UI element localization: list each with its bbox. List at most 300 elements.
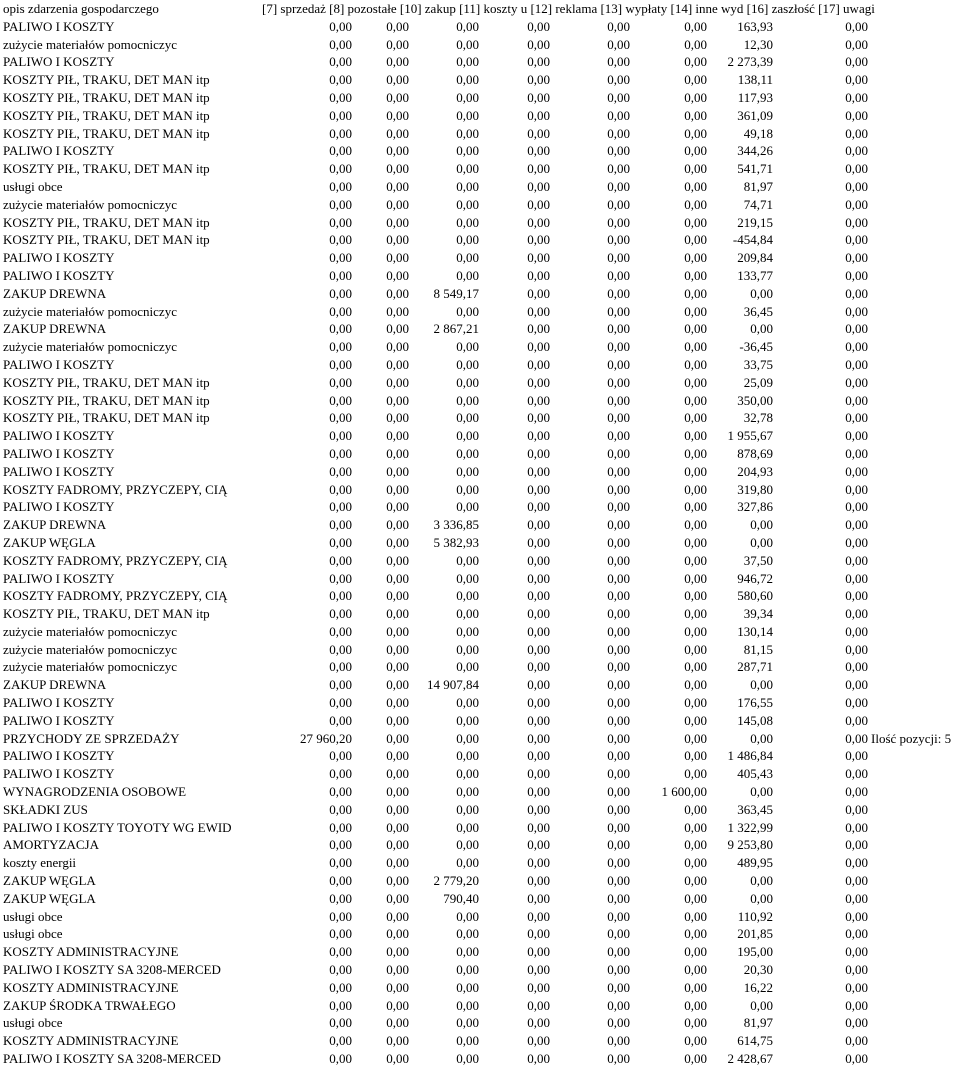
- cell-description: KOSZTY PIŁ, TRAKU, DET MAN itp: [3, 72, 210, 88]
- cell-wyplaty: 0,00: [684, 178, 707, 194]
- cell-reklama: 0,00: [607, 570, 630, 586]
- cell-sprzedaz: 0,00: [329, 819, 352, 835]
- cell-pozostale: 0,00: [386, 623, 409, 639]
- cell-reklama: 0,00: [607, 356, 630, 372]
- cell-sprzedaz: 0,00: [329, 36, 352, 52]
- cell-zaszlosc: 0,00: [845, 748, 868, 764]
- cell-koszty-u: 0,00: [527, 997, 550, 1013]
- cell-pozostale: 0,00: [386, 730, 409, 746]
- cell-koszty-u: 0,00: [527, 766, 550, 782]
- cell-koszty-u: 0,00: [527, 801, 550, 817]
- cell-wyplaty: 0,00: [684, 54, 707, 70]
- cell-sprzedaz: 0,00: [329, 570, 352, 586]
- cell-koszty-u: 0,00: [527, 445, 550, 461]
- cell-pozostale: 0,00: [386, 748, 409, 764]
- cell-inne-wyd: 33,75: [743, 356, 773, 372]
- cell-pozostale: 0,00: [386, 232, 409, 248]
- table-row: [0, 552, 960, 570]
- cell-reklama: 0,00: [607, 392, 630, 408]
- table-row: [0, 303, 960, 321]
- cell-zaszlosc: 0,00: [845, 623, 868, 639]
- cell-zaszlosc: 0,00: [845, 588, 868, 604]
- cell-pozostale: 0,00: [386, 18, 409, 34]
- cell-zaszlosc: 0,00: [845, 445, 868, 461]
- cell-description: PALIWO I KOSZTY: [3, 428, 115, 444]
- cell-inne-wyd: 363,45: [737, 801, 773, 817]
- cell-sprzedaz: 0,00: [329, 481, 352, 497]
- cell-pozostale: 0,00: [386, 890, 409, 906]
- table-row: [0, 18, 960, 36]
- cell-koszty-u: 0,00: [527, 89, 550, 105]
- cell-zaszlosc: 0,00: [845, 499, 868, 515]
- cell-description: KOSZTY PIŁ, TRAKU, DET MAN itp: [3, 89, 210, 105]
- table-row: [0, 890, 960, 908]
- cell-inne-wyd: 37,50: [743, 552, 773, 568]
- cell-koszty-u: 0,00: [527, 819, 550, 835]
- cell-sprzedaz: 0,00: [329, 659, 352, 675]
- cell-zakup: 0,00: [456, 570, 479, 586]
- cell-description: KOSZTY PIŁ, TRAKU, DET MAN itp: [3, 410, 210, 426]
- cell-pozostale: 0,00: [386, 303, 409, 319]
- cell-zakup: 0,00: [456, 695, 479, 711]
- cell-description: zużycie materiałów pomocniczyc: [3, 339, 177, 355]
- cell-koszty-u: 0,00: [527, 944, 550, 960]
- cell-koszty-u: 0,00: [527, 285, 550, 301]
- cell-koszty-u: 0,00: [527, 303, 550, 319]
- cell-sprzedaz: 0,00: [329, 1033, 352, 1049]
- cell-sprzedaz: 0,00: [329, 766, 352, 782]
- cell-reklama: 0,00: [607, 1033, 630, 1049]
- cell-sprzedaz: 0,00: [329, 392, 352, 408]
- cell-zakup: 0,00: [456, 463, 479, 479]
- cell-koszty-u: 0,00: [527, 196, 550, 212]
- cell-sprzedaz: 0,00: [329, 445, 352, 461]
- cell-zakup: 0,00: [456, 196, 479, 212]
- cell-koszty-u: 0,00: [527, 232, 550, 248]
- cell-inne-wyd: 0,00: [750, 730, 773, 746]
- cell-wyplaty: 0,00: [684, 926, 707, 942]
- cell-sprzedaz: 0,00: [329, 54, 352, 70]
- cell-inne-wyd: 580,60: [737, 588, 773, 604]
- cell-inne-wyd: 614,75: [737, 1033, 773, 1049]
- cell-zaszlosc: 0,00: [845, 712, 868, 728]
- cell-pozostale: 0,00: [386, 837, 409, 853]
- table-row: [0, 231, 960, 249]
- cell-sprzedaz: 0,00: [329, 837, 352, 853]
- cell-koszty-u: 0,00: [527, 463, 550, 479]
- cell-koszty-u: 0,00: [527, 339, 550, 355]
- cell-pozostale: 0,00: [386, 214, 409, 230]
- cell-description: ZAKUP DREWNA: [3, 517, 107, 533]
- cell-zakup: 0,00: [456, 766, 479, 782]
- cell-zaszlosc: 0,00: [845, 819, 868, 835]
- cell-description: zużycie materiałów pomocniczyc: [3, 196, 177, 212]
- cell-zakup: 0,00: [456, 659, 479, 675]
- cell-wyplaty: 0,00: [684, 712, 707, 728]
- cell-description: zużycie materiałów pomocniczyc: [3, 641, 177, 657]
- table-row: [0, 783, 960, 801]
- cell-zakup: 0,00: [456, 481, 479, 497]
- cell-pozostale: 0,00: [386, 196, 409, 212]
- cell-sprzedaz: 0,00: [329, 143, 352, 159]
- cell-zaszlosc: 0,00: [845, 161, 868, 177]
- cell-description: KOSZTY PIŁ, TRAKU, DET MAN itp: [3, 125, 210, 141]
- cell-sprzedaz: 0,00: [329, 588, 352, 604]
- cell-pozostale: 0,00: [386, 107, 409, 123]
- cell-description: usługi obce: [3, 908, 63, 924]
- cell-inne-wyd: 163,93: [737, 18, 773, 34]
- cell-zaszlosc: 0,00: [845, 392, 868, 408]
- cell-koszty-u: 0,00: [527, 374, 550, 390]
- cell-inne-wyd: 49,18: [743, 125, 773, 141]
- cell-zaszlosc: 0,00: [845, 801, 868, 817]
- cell-pozostale: 0,00: [386, 1033, 409, 1049]
- table-row: [0, 409, 960, 427]
- cell-wyplaty: 0,00: [684, 1051, 707, 1067]
- cell-sprzedaz: 0,00: [329, 339, 352, 355]
- cell-wyplaty: 0,00: [684, 499, 707, 515]
- cell-pozostale: 0,00: [386, 855, 409, 871]
- cell-description: PALIWO I KOSZTY TOYOTY WG EWID: [3, 819, 232, 835]
- cell-inne-wyd: 209,84: [737, 250, 773, 266]
- cell-wyplaty: 0,00: [684, 392, 707, 408]
- cell-reklama: 0,00: [607, 125, 630, 141]
- cell-reklama: 0,00: [607, 161, 630, 177]
- cell-reklama: 0,00: [607, 695, 630, 711]
- cell-wyplaty: 0,00: [684, 819, 707, 835]
- cell-reklama: 0,00: [607, 267, 630, 283]
- cell-reklama: 0,00: [607, 72, 630, 88]
- cell-inne-wyd: 0,00: [750, 285, 773, 301]
- cell-description: ZAKUP DREWNA: [3, 677, 107, 693]
- cell-sprzedaz: 0,00: [329, 517, 352, 533]
- cell-koszty-u: 0,00: [527, 321, 550, 337]
- cell-inne-wyd: 39,34: [743, 606, 773, 622]
- cell-sprzedaz: 0,00: [329, 979, 352, 995]
- cell-inne-wyd: 12,30: [743, 36, 773, 52]
- cell-zakup: 0,00: [456, 250, 479, 266]
- cell-reklama: 0,00: [607, 748, 630, 764]
- cell-sprzedaz: 0,00: [329, 374, 352, 390]
- cell-description: KOSZTY FADROMY, PRZYCZEPY, CIĄ: [3, 588, 228, 604]
- table-body: [0, 18, 960, 1068]
- cell-wyplaty: 0,00: [684, 232, 707, 248]
- cell-pozostale: 0,00: [386, 784, 409, 800]
- table-row: [0, 908, 960, 926]
- cell-sprzedaz: 0,00: [329, 962, 352, 978]
- cell-zaszlosc: 0,00: [845, 178, 868, 194]
- cell-sprzedaz: 0,00: [329, 214, 352, 230]
- cell-zakup: 0,00: [456, 606, 479, 622]
- cell-koszty-u: 0,00: [527, 890, 550, 906]
- cell-description: PALIWO I KOSZTY: [3, 267, 115, 283]
- cell-zakup: 0,00: [456, 267, 479, 283]
- cell-koszty-u: 0,00: [527, 410, 550, 426]
- cell-koszty-u: 0,00: [527, 534, 550, 550]
- cell-inne-wyd: 0,00: [750, 677, 773, 693]
- table-row: [0, 392, 960, 410]
- cell-zaszlosc: 0,00: [845, 143, 868, 159]
- cell-reklama: 0,00: [607, 445, 630, 461]
- table-row: [0, 819, 960, 837]
- cell-zaszlosc: 0,00: [845, 1033, 868, 1049]
- cell-zaszlosc: 0,00: [845, 962, 868, 978]
- cell-zakup: 0,00: [456, 1015, 479, 1031]
- cell-wyplaty: 0,00: [684, 214, 707, 230]
- cell-zaszlosc: 0,00: [845, 784, 868, 800]
- cell-inne-wyd: 20,30: [743, 962, 773, 978]
- table-row: [0, 142, 960, 160]
- cell-reklama: 0,00: [607, 250, 630, 266]
- cell-wyplaty: 0,00: [684, 855, 707, 871]
- cell-reklama: 0,00: [607, 499, 630, 515]
- cell-zaszlosc: 0,00: [845, 303, 868, 319]
- cell-description: ZAKUP DREWNA: [3, 285, 107, 301]
- cell-koszty-u: 0,00: [527, 659, 550, 675]
- cell-koszty-u: 0,00: [527, 125, 550, 141]
- cell-zaszlosc: 0,00: [845, 890, 868, 906]
- table-row: [0, 214, 960, 232]
- cell-reklama: 0,00: [607, 962, 630, 978]
- cell-reklama: 0,00: [607, 801, 630, 817]
- cell-sprzedaz: 0,00: [329, 250, 352, 266]
- cell-koszty-u: 0,00: [527, 606, 550, 622]
- cell-reklama: 0,00: [607, 890, 630, 906]
- table-row: [0, 285, 960, 303]
- cell-wyplaty: 0,00: [684, 997, 707, 1013]
- table-row: [0, 160, 960, 178]
- cell-uwagi: Ilość pozycji: 5: [871, 730, 952, 746]
- cell-description: usługi obce: [3, 178, 63, 194]
- cell-reklama: 0,00: [607, 552, 630, 568]
- cell-wyplaty: 1 600,00: [661, 784, 707, 800]
- cell-reklama: 0,00: [607, 908, 630, 924]
- cell-zakup: 0,00: [456, 374, 479, 390]
- table-row: [0, 925, 960, 943]
- cell-wyplaty: 0,00: [684, 962, 707, 978]
- table-row: [0, 730, 960, 748]
- cell-zakup: 0,00: [456, 552, 479, 568]
- cell-reklama: 0,00: [607, 339, 630, 355]
- cell-sprzedaz: 0,00: [329, 161, 352, 177]
- cell-zakup: 0,00: [456, 837, 479, 853]
- cell-zakup: 0,00: [456, 730, 479, 746]
- cell-wyplaty: 0,00: [684, 606, 707, 622]
- cell-zaszlosc: 0,00: [845, 997, 868, 1013]
- cell-description: PALIWO I KOSZTY: [3, 748, 115, 764]
- cell-description: KOSZTY PIŁ, TRAKU, DET MAN itp: [3, 392, 210, 408]
- cell-wyplaty: 0,00: [684, 677, 707, 693]
- cell-inne-wyd: 74,71: [743, 196, 773, 212]
- cell-inne-wyd: -36,45: [739, 339, 773, 355]
- cell-sprzedaz: 0,00: [329, 356, 352, 372]
- cell-description: zużycie materiałów pomocniczyc: [3, 659, 177, 675]
- cell-description: KOSZTY FADROMY, PRZYCZEPY, CIĄ: [3, 552, 228, 568]
- cell-koszty-u: 0,00: [527, 962, 550, 978]
- cell-sprzedaz: 27 960,20: [300, 730, 352, 746]
- cell-description: PALIWO I KOSZTY: [3, 499, 115, 515]
- cell-description: usługi obce: [3, 1015, 63, 1031]
- cell-description: PALIWO I KOSZTY SA 3208-MERCED: [3, 1051, 221, 1067]
- cell-wyplaty: 0,00: [684, 873, 707, 889]
- cell-zaszlosc: 0,00: [845, 1051, 868, 1067]
- table-row: [0, 836, 960, 854]
- table-row: [0, 36, 960, 54]
- cell-zaszlosc: 0,00: [845, 481, 868, 497]
- cell-zaszlosc: 0,00: [845, 641, 868, 657]
- header-row: [0, 0, 960, 18]
- cell-reklama: 0,00: [607, 54, 630, 70]
- cell-wyplaty: 0,00: [684, 588, 707, 604]
- cell-reklama: 0,00: [607, 534, 630, 550]
- cell-koszty-u: 0,00: [527, 855, 550, 871]
- cell-wyplaty: 0,00: [684, 356, 707, 372]
- cell-pozostale: 0,00: [386, 499, 409, 515]
- cell-zakup: 0,00: [456, 712, 479, 728]
- cell-zaszlosc: 0,00: [845, 463, 868, 479]
- cell-wyplaty: 0,00: [684, 321, 707, 337]
- cell-reklama: 0,00: [607, 374, 630, 390]
- cell-sprzedaz: 0,00: [329, 855, 352, 871]
- cell-koszty-u: 0,00: [527, 588, 550, 604]
- cell-pozostale: 0,00: [386, 267, 409, 283]
- cell-koszty-u: 0,00: [527, 250, 550, 266]
- cell-zaszlosc: 0,00: [845, 356, 868, 372]
- cell-reklama: 0,00: [607, 178, 630, 194]
- cell-zakup: 0,00: [456, 392, 479, 408]
- cell-pozostale: 0,00: [386, 285, 409, 301]
- cell-reklama: 0,00: [607, 730, 630, 746]
- cell-sprzedaz: 0,00: [329, 926, 352, 942]
- cell-zaszlosc: 0,00: [845, 659, 868, 675]
- cell-zaszlosc: 0,00: [845, 534, 868, 550]
- cell-sprzedaz: 0,00: [329, 623, 352, 639]
- cell-pozostale: 0,00: [386, 962, 409, 978]
- cell-sprzedaz: 0,00: [329, 18, 352, 34]
- cell-koszty-u: 0,00: [527, 979, 550, 995]
- cell-pozostale: 0,00: [386, 392, 409, 408]
- table-row: [0, 1050, 960, 1068]
- table-row: [0, 605, 960, 623]
- cell-description: PALIWO I KOSZTY SA 3208-MERCED: [3, 962, 221, 978]
- cell-inne-wyd: 176,55: [737, 695, 773, 711]
- cell-wyplaty: 0,00: [684, 766, 707, 782]
- cell-zakup: 0,00: [456, 801, 479, 817]
- cell-inne-wyd: -454,84: [732, 232, 773, 248]
- cell-zakup: 0,00: [456, 72, 479, 88]
- cell-wyplaty: 0,00: [684, 890, 707, 906]
- table-row: [0, 125, 960, 143]
- cell-inne-wyd: 81,15: [743, 641, 773, 657]
- cell-pozostale: 0,00: [386, 36, 409, 52]
- cell-pozostale: 0,00: [386, 339, 409, 355]
- cell-zaszlosc: 0,00: [845, 339, 868, 355]
- cell-description: zużycie materiałów pomocniczyc: [3, 623, 177, 639]
- cell-inne-wyd: 0,00: [750, 534, 773, 550]
- cell-inne-wyd: 0,00: [750, 890, 773, 906]
- cell-pozostale: 0,00: [386, 926, 409, 942]
- cell-sprzedaz: 0,00: [329, 873, 352, 889]
- cell-wyplaty: 0,00: [684, 1033, 707, 1049]
- cell-wyplaty: 0,00: [684, 161, 707, 177]
- cell-pozostale: 0,00: [386, 801, 409, 817]
- table-row: [0, 516, 960, 534]
- cell-description: ZAKUP DREWNA: [3, 321, 107, 337]
- cell-koszty-u: 0,00: [527, 499, 550, 515]
- table-row: [0, 107, 960, 125]
- cell-pozostale: 0,00: [386, 659, 409, 675]
- cell-description: PALIWO I KOSZTY: [3, 766, 115, 782]
- cell-koszty-u: 0,00: [527, 481, 550, 497]
- cell-pozostale: 0,00: [386, 641, 409, 657]
- cell-reklama: 0,00: [607, 89, 630, 105]
- cell-zaszlosc: 0,00: [845, 837, 868, 853]
- cell-koszty-u: 0,00: [527, 178, 550, 194]
- table-row: [0, 267, 960, 285]
- cell-koszty-u: 0,00: [527, 730, 550, 746]
- cell-zaszlosc: 0,00: [845, 908, 868, 924]
- cell-sprzedaz: 0,00: [329, 196, 352, 212]
- cell-description: usługi obce: [3, 926, 63, 942]
- cell-reklama: 0,00: [607, 712, 630, 728]
- table-row: [0, 979, 960, 997]
- cell-koszty-u: 0,00: [527, 926, 550, 942]
- table-row: [0, 178, 960, 196]
- cell-pozostale: 0,00: [386, 410, 409, 426]
- cell-description: PRZYCHODY ZE SPRZEDAŻY: [3, 730, 180, 746]
- cell-wyplaty: 0,00: [684, 463, 707, 479]
- cell-description: KOSZTY ADMINISTRACYJNE: [3, 1033, 179, 1049]
- cell-description: KOSZTY PIŁ, TRAKU, DET MAN itp: [3, 232, 210, 248]
- cell-description: KOSZTY PIŁ, TRAKU, DET MAN itp: [3, 374, 210, 390]
- table-row: [0, 249, 960, 267]
- cell-zaszlosc: 0,00: [845, 979, 868, 995]
- cell-sprzedaz: 0,00: [329, 107, 352, 123]
- cell-reklama: 0,00: [607, 606, 630, 622]
- cell-wyplaty: 0,00: [684, 570, 707, 586]
- cell-inne-wyd: 946,72: [737, 570, 773, 586]
- cell-pozostale: 0,00: [386, 445, 409, 461]
- cell-pozostale: 0,00: [386, 463, 409, 479]
- cell-reklama: 0,00: [607, 1015, 630, 1031]
- cell-koszty-u: 0,00: [527, 837, 550, 853]
- table-row: [0, 943, 960, 961]
- cell-reklama: 0,00: [607, 481, 630, 497]
- cell-wyplaty: 0,00: [684, 534, 707, 550]
- cell-sprzedaz: 0,00: [329, 428, 352, 444]
- table-row: [0, 623, 960, 641]
- cell-pozostale: 0,00: [386, 72, 409, 88]
- cell-wyplaty: 0,00: [684, 641, 707, 657]
- cell-description: KOSZTY PIŁ, TRAKU, DET MAN itp: [3, 606, 210, 622]
- cell-koszty-u: 0,00: [527, 1015, 550, 1031]
- cell-zakup: 0,00: [456, 819, 479, 835]
- table-row: [0, 765, 960, 783]
- cell-pozostale: 0,00: [386, 481, 409, 497]
- cell-zakup: 0,00: [456, 339, 479, 355]
- cell-pozostale: 0,00: [386, 161, 409, 177]
- cell-wyplaty: 0,00: [684, 801, 707, 817]
- cell-reklama: 0,00: [607, 143, 630, 159]
- table-row: [0, 356, 960, 374]
- cell-wyplaty: 0,00: [684, 623, 707, 639]
- cell-pozostale: 0,00: [386, 908, 409, 924]
- cell-description: ZAKUP ŚRODKA TRWAŁEGO: [3, 997, 176, 1013]
- cell-wyplaty: 0,00: [684, 517, 707, 533]
- cell-wyplaty: 0,00: [684, 107, 707, 123]
- cell-inne-wyd: 110,92: [737, 908, 773, 924]
- cell-sprzedaz: 0,00: [329, 463, 352, 479]
